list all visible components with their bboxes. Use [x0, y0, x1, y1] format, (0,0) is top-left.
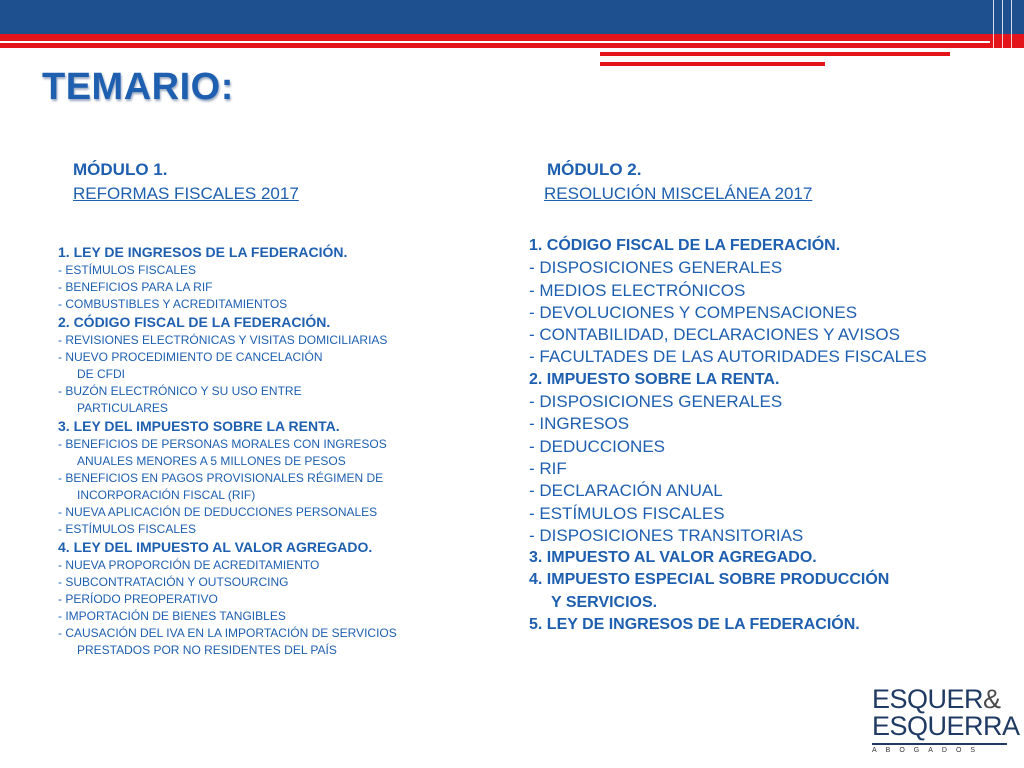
module1-section-heading: 1. LEY DE INGRESOS DE LA FEDERACIÓN.	[58, 244, 348, 260]
module1-list-item: - BUZÓN ELECTRÓNICO Y SU USO ENTRE	[58, 384, 302, 398]
logo-ampersand: &	[983, 684, 1001, 714]
band-divider	[0, 41, 990, 43]
module2-list-item: - DEVOLUCIONES Y COMPENSACIONES	[529, 302, 858, 322]
module2-list-item: - DISPOSICIONES TRANSITORIAS	[529, 525, 804, 545]
module1-list-item: DE CFDI	[77, 367, 125, 381]
module2-list-item: - MEDIOS ELECTRÓNICOS	[529, 280, 746, 300]
module2-section-heading: Y SERVICIOS.	[551, 593, 658, 611]
module2-list	[529, 235, 927, 636]
header-divider	[1011, 0, 1012, 65]
module1-header	[73, 158, 299, 206]
module1-list-item: - CAUSACIÓN DEL IVA EN LA IMPORTACIÓN DE SERVICIOS	[58, 626, 397, 640]
page-title: TEMARIO:	[42, 66, 234, 108]
module1-list-item: - COMBUSTIBLES Y ACREDITAMIENTOS	[58, 297, 288, 311]
module2-list-item: - DECLARACIÓN ANUAL	[529, 481, 723, 501]
module2-list-item: - DEDUCCIONES	[529, 436, 666, 456]
module2-list-item: - DISPOSICIONES GENERALES	[529, 392, 783, 412]
module1-list-item: - SUBCONTRATACIÓN Y OUTSOURCING	[58, 575, 289, 589]
module1-list-item: - NUEVA APLICACIÓN DE DEDUCCIONES PERSONALES	[58, 505, 378, 519]
red-stripe-short	[600, 62, 825, 66]
module2-list-item: - DISPOSICIONES GENERALES	[529, 258, 783, 278]
module1-list-item: - BENEFICIOS PARA LA RIF	[58, 280, 213, 294]
module2-section-heading: 4. IMPUESTO ESPECIAL SOBRE PRODUCCIÓN	[529, 571, 890, 589]
module2-list-item: - FACULTADES DE LAS AUTORIDADES FISCALES	[529, 347, 927, 367]
module1-section-heading: 3. LEY DEL IMPUESTO SOBRE LA RENTA.	[58, 418, 340, 434]
module1-list-item: - ESTÍMULOS FISCALES	[58, 522, 197, 536]
module2-list-item: - RIF	[529, 458, 567, 478]
module2-header	[544, 158, 812, 206]
header-divider	[1002, 0, 1003, 65]
module1-list-item: - NUEVO PROCEDIMIENTO DE CANCELACIÓN	[58, 350, 323, 364]
logo-line1: ESQUER	[872, 684, 984, 714]
module2-subtitle: RESOLUCIÓN MISCELÁNEA 2017	[544, 184, 813, 203]
module1-list-item: - PERÍODO PREOPERATIVO	[58, 592, 218, 606]
module1-heading: MÓDULO 1.	[73, 160, 168, 179]
module1-list-item: - BENEFICIOS DE PERSONAS MORALES CON INGRESOS	[58, 437, 387, 451]
logo-rule	[872, 743, 1007, 745]
module2-section-heading: 5. LEY DE INGRESOS DE LA FEDERACIÓN.	[529, 616, 860, 634]
module1-list-item: - IMPORTACIÓN DE BIENES TANGIBLES	[58, 609, 286, 623]
module1-list-item: - BENEFICIOS EN PAGOS PROVISIONALES RÉGIMEN DE	[58, 471, 384, 485]
module1-section-heading: 4. LEY DEL IMPUESTO AL VALOR AGREGADO.	[58, 539, 373, 555]
module2-list-item: - CONTABILIDAD, DECLARACIONES Y AVISOS	[529, 325, 900, 345]
module1-list-item: - REVISIONES ELECTRÓNICAS Y VISITAS DOMICILIARIAS	[58, 333, 388, 347]
red-stripe	[600, 52, 950, 56]
module1-list	[58, 243, 397, 659]
company-logo	[872, 684, 1020, 754]
module1-list-item: PARTICULARES	[77, 401, 168, 415]
module1-list-item: PRESTADOS POR NO RESIDENTES DEL PAÍS	[77, 643, 337, 657]
module2-list-item: - ESTÍMULOS FISCALES	[529, 503, 725, 523]
module2-section-heading: 3. IMPUESTO AL VALOR AGREGADO.	[529, 549, 817, 567]
module1-list-item: - NUEVA PROPORCIÓN DE ACREDITAMIENTO	[58, 558, 320, 572]
module1-section-heading: 2. CÓDIGO FISCAL DE LA FEDERACIÓN.	[58, 314, 331, 330]
module1-subtitle: REFORMAS FISCALES 2017	[73, 184, 299, 203]
module1-list-item: - ESTÍMULOS FISCALES	[58, 263, 197, 277]
logo-tagline: ABOGADOS	[872, 747, 985, 754]
module1-list-item: INCORPORACIÓN FISCAL (RIF)	[77, 488, 256, 502]
module2-section-heading: 2. IMPUESTO SOBRE LA RENTA.	[529, 370, 780, 388]
module2-section-heading: 1. CÓDIGO FISCAL DE LA FEDERACIÓN.	[529, 237, 841, 254]
module2-heading: MÓDULO 2.	[547, 160, 642, 179]
logo-line2: ESQUERRA	[872, 711, 1020, 741]
header-bar	[0, 0, 1024, 34]
header-divider	[993, 0, 994, 65]
module2-list-item: - INGRESOS	[529, 414, 630, 434]
module1-list-item: ANUALES MENORES A 5 MILLONES DE PESOS	[77, 454, 346, 468]
